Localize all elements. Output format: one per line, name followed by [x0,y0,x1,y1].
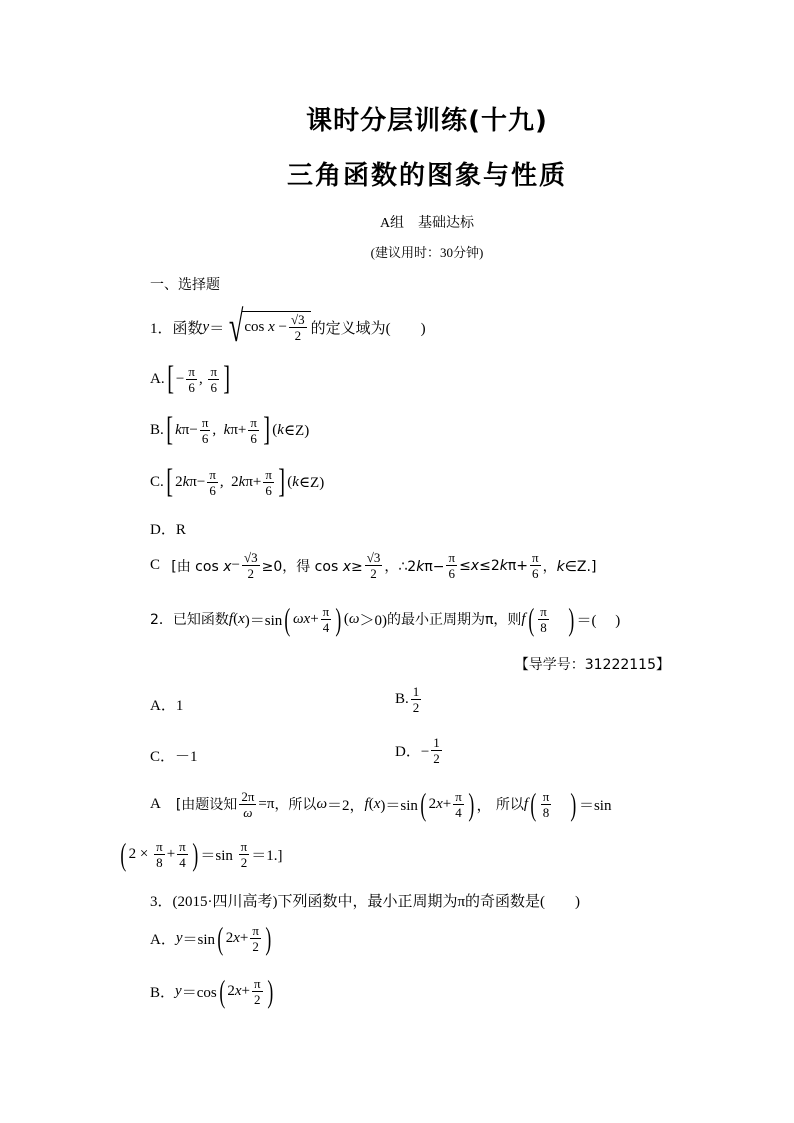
question-1-stem: 1．函数 y ＝ √ cos x − $\frac{√3}{2}$ 的定义域为( ) [150,302,426,351]
page-subtitle: 三角函数的图象与性质 [286,161,567,191]
group-label: A组 基础达标 [379,216,475,231]
option-2c: C．－1 [150,749,198,765]
option-3a: A． y ＝sin ( 2 x + $\frac{\pi}{2}$ ) [150,920,272,956]
option-1b: B. [ k π− $\frac{\pi}{6}$ , k π+ $\frac{\pi}{6}$ ] ( k ∈Z) [150,411,310,448]
reference-number: 【导学号：31222115】 [514,657,670,673]
option-2a: A．1 [150,698,184,714]
section-heading: 一、选择题 [150,277,220,293]
question-3-stem: 3．(2015·四川高考)下列函数中，最小正周期为π的奇函数是( ) [150,894,581,910]
answer-2-continued: ( 2 × $\frac{\pi}{8}$ + $\frac{\pi}{4}$ ) ＝sin $\frac{\pi}{2}$ ＝1.] [120,836,283,872]
time-suggestion: (建议用时：30分钟) [370,245,484,260]
option-1a: A. [ − $\frac{\pi}{6}$ , $\frac{\pi}{6}$ ] [150,360,231,397]
page-title: 课时分层训练(十九) [306,106,548,136]
answer-2: A [由题设知 $\frac{2\pi}{\omega}$ =π ，所以 ω ＝2， f ( x )＝sin ( 2 x + $\frac{\pi}{4}$ ) ， 所以 f ( $\frac{\pi}{8}$ ) ＝sin [150,786,612,822]
option-1c: C. [ 2 k π− $\frac{\pi}{6}$ , 2 k π+ $\frac{\pi}{6}$ ] ( k ∈Z) [150,463,325,500]
option-2b: B. $\frac{1}{2}$ [395,684,420,715]
question-2-stem: 2．已知函数 f ( x )＝sin ( ωx + $\frac{\pi}{4}$ ) ( ω ＞0) 的最小正周期为π，则 f ( $\frac{\pi}{8}$ ) ＝( ) [150,601,621,637]
answer-1: C [由 cos x − $\frac{√3}{2}$ ≥0，得 cos x≥ $\frac{√3}{2}$ ，∴2kπ− $\frac{\pi}{6}$ ≤x≤2kπ+ $\frac{\pi}{6}$ ，k∈Z.] [150,550,597,581]
option-3b: B． y ＝cos ( 2 x + $\frac{\pi}{2}$ ) [150,973,273,1009]
sqrt-expression: √ cos x − $\frac{√3}{2}$ [224,305,310,349]
option-1d: D．R [150,522,186,538]
option-2d: D．− $\frac{1}{2}$ [395,735,440,766]
